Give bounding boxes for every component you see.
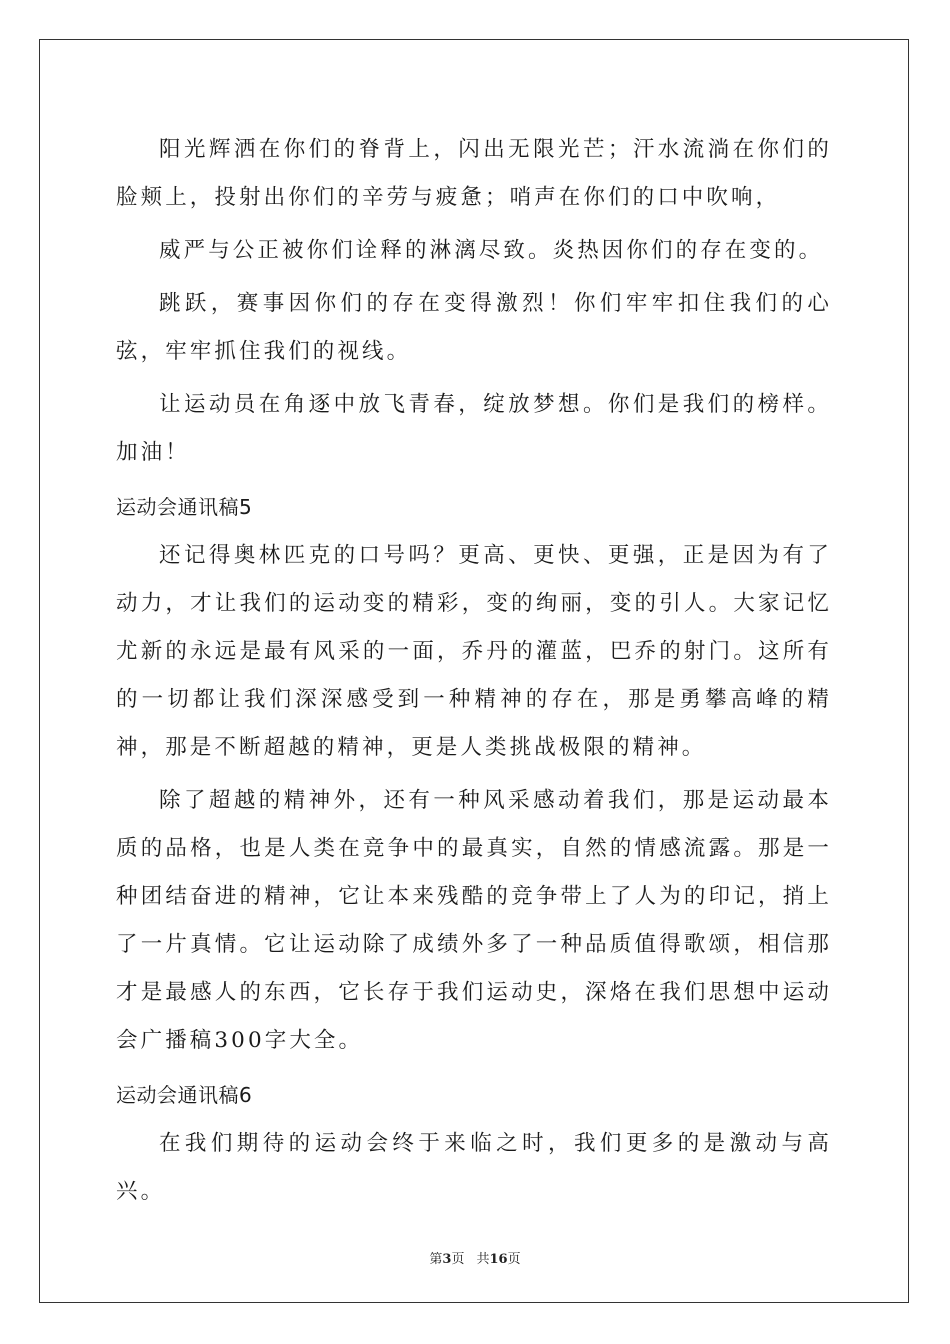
- page-number: 3: [442, 1252, 452, 1267]
- total-suffix: 页: [507, 1252, 521, 1267]
- section-heading: 运动会通讯稿6: [116, 1083, 253, 1107]
- paragraph: 威严与公正被你们诠释的淋漓尽致。炎热因你们的存在变的。: [159, 238, 824, 263]
- paragraph: 跳跃，赛事因你们的存在变得激烈！你们牢牢扣住我们的心弦，牢牢抓住我们的视线。: [116, 291, 832, 364]
- paragraph: 让运动员在角逐中放飞青春，绽放梦想。你们是我们的榜样。加油！: [116, 392, 832, 465]
- total-pages: 16: [489, 1252, 508, 1267]
- page-suffix: 页: [451, 1252, 465, 1267]
- total-prefix: 共: [476, 1252, 490, 1267]
- document-body: [116, 126, 832, 1221]
- page-prefix: 第: [429, 1252, 443, 1267]
- paragraph: 在我们期待的运动会终于来临之时，我们更多的是激动与高兴。: [116, 1131, 832, 1204]
- page-footer: [0, 1248, 950, 1267]
- paragraph: 除了超越的精神外，还有一种风采感动着我们，那是运动最本质的品格，也是人类在竞争中的最真实，自然的情感流露。那是一种团结奋进的精神，它让本来残酷的竞争带上了人为的印记，捎上了一片真情。它让运动除了成绩外多了一种品质值得歌颂，相信那才是最感人的东西，它长存于我们运动史，深烙在我们思想中运动会广播稿300字大全。: [116, 788, 832, 1053]
- section-heading: 运动会通讯稿5: [116, 495, 253, 519]
- paragraph: 阳光辉洒在你们的脊背上，闪出无限光芒；汗水流淌在你们的脸颊上，投射出你们的辛劳与疲惫；哨声在你们的口中吹响，: [116, 137, 832, 210]
- paragraph: 还记得奥林匹克的口号吗？更高、更快、更强，正是因为有了动力，才让我们的运动变的精彩，变的绚丽，变的引人。大家记忆尤新的永远是最有风采的一面，乔丹的灌蓝，巴乔的射门。这所有的一切都让我们深深感受到一种精神的存在，那是勇攀高峰的精神，那是不断超越的精神，更是人类挑战极限的精神。: [116, 543, 832, 760]
